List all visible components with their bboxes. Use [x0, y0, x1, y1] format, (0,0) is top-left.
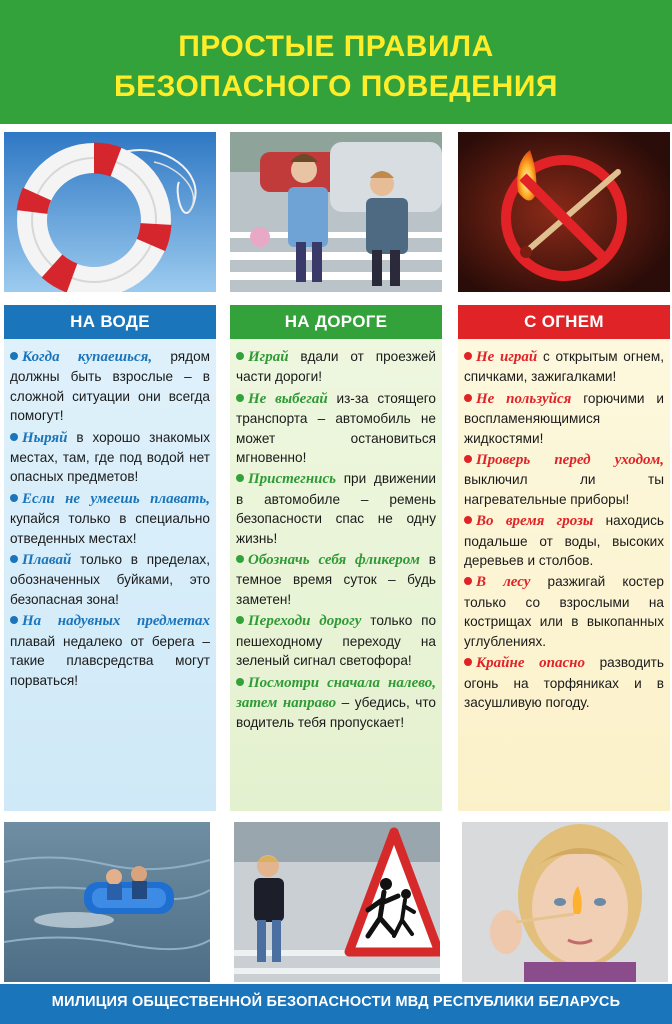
bullet-icon [236, 616, 244, 624]
rule-item [236, 550, 436, 609]
rule-text: выключил ли ты нагревательные приборы! [464, 472, 664, 507]
rule-text: только в пределах, обозначенных буйками, это безопасная зона! [10, 552, 210, 607]
rule-emphasis: Во время грозы [476, 513, 594, 530]
rule-emphasis: Переходи дорогу [248, 613, 362, 630]
rule-emphasis: На надувных предметах [22, 613, 210, 630]
rule-emphasis: Крайне опасно [476, 655, 585, 672]
bullet-icon [10, 352, 18, 360]
bullet-icon [236, 555, 244, 563]
rule-emphasis: Проверь перед уходом, [476, 452, 664, 469]
bullet-icon [10, 555, 18, 563]
rule-item [10, 489, 210, 548]
bullet-icon [10, 494, 18, 502]
rule-emphasis: Обозначь себя фликером [248, 552, 420, 569]
rule-text: плавай недалеко от берега – такие плавсредства могут порваться! [10, 633, 210, 688]
bullet-icon [10, 616, 18, 624]
rule-text: рядом должны быть взрослые – в сложной ситуации они всегда помогут! [10, 349, 210, 424]
rule-text: находись подальше от воды, высоких деревьев и столбов. [464, 513, 665, 569]
rules-panel-water [4, 339, 216, 811]
rule-text: в темное время суток – будь заметен! [236, 552, 436, 607]
rule-emphasis: Играй [248, 349, 289, 365]
rule-text: купайся только в специально отведенных местах! [10, 511, 210, 546]
rule-item [10, 550, 210, 609]
rule-text: в хорошо знакомых местах, там, где под водой нет опасных предметов! [10, 429, 210, 485]
bullet-icon [236, 352, 244, 360]
rule-text: – убедись, что водитель тебя пропускает! [236, 694, 436, 731]
lifebuoy-illustration [4, 132, 216, 292]
rule-text: только по пешеходному переходу на зеленый сигнал светофора! [236, 613, 437, 669]
bullet-icon [236, 394, 244, 402]
rule-emphasis: Посмотри сначала налево, затем направо [236, 674, 436, 711]
section-title-fire: С ОГНЕМ [458, 305, 670, 339]
rule-text: с открытым огнем, спичками, зажигалками! [464, 349, 664, 385]
bullet-icon [464, 516, 472, 524]
rule-emphasis: Не выбегай [248, 390, 328, 407]
rule-item [464, 347, 664, 387]
no-matches-sign-illustration [458, 132, 670, 292]
rule-emphasis: Пристегнись [248, 471, 337, 488]
rule-text: вдали от проезжей части дороги! [236, 349, 436, 385]
rule-text: разводить огонь на торфяниках и в засушливую погоду. [464, 655, 664, 710]
rule-emphasis: Ныряй [22, 429, 68, 446]
rule-item [464, 450, 664, 509]
poster-title-line-2: БЕЗОПАСНОГО ПОВЕДЕНИЯ [114, 70, 558, 103]
rule-item [236, 469, 436, 548]
rule-text: при движении в автомобиле – ремень безопасности спас не одну жизнь! [236, 471, 436, 546]
bullet-icon [236, 474, 244, 482]
rule-item [10, 347, 210, 426]
section-title-road: НА ДОРОГЕ [230, 305, 442, 339]
rule-item [10, 428, 210, 487]
section-title-water: НА ВОДЕ [4, 305, 216, 339]
footer-organization: МИЛИЦИЯ ОБЩЕСТВЕННОЙ БЕЗОПАСНОСТИ МВД РЕСПУБЛИКИ БЕЛАРУСЬ [51, 994, 621, 1010]
poster-header [0, 0, 672, 124]
rule-item [236, 347, 436, 387]
bullet-icon [464, 455, 472, 463]
rule-item [236, 673, 436, 733]
rule-emphasis: В лесу [476, 574, 531, 591]
bullet-icon [464, 658, 472, 666]
rules-panel-road [230, 339, 442, 811]
bullet-icon [464, 394, 472, 402]
rule-emphasis: Когда купаешься, [22, 349, 153, 365]
rule-item [236, 389, 436, 468]
child-and-warning-sign-photo [234, 822, 440, 982]
poster-title-line-1: ПРОСТЫЕ ПРАВИЛА [178, 30, 494, 63]
rule-emphasis: Не пользуйся [476, 390, 572, 407]
bullet-icon [236, 678, 244, 686]
rule-emphasis: Не играй [476, 349, 538, 365]
rule-item [464, 511, 664, 570]
rule-item [464, 653, 664, 712]
rule-text: горючими и воспламеняющимися жидкостями! [464, 390, 664, 446]
rule-emphasis: Если не умеешь плавать, [22, 490, 210, 507]
rule-item [464, 389, 664, 448]
bullet-icon [464, 352, 472, 360]
rules-panel-fire [458, 339, 670, 811]
rule-text: разжигай костер только со взрослыми на кострищах или в выкопанных углублениях. [464, 574, 664, 649]
children-on-inflatable-photo [4, 822, 210, 982]
rule-item [464, 572, 664, 651]
children-crossing-road-photo [230, 132, 442, 292]
bullet-icon [464, 577, 472, 585]
rule-text: из-за стоящего транспорта – автомобиль не может остановиться мгновенно! [236, 390, 436, 466]
girl-with-match-photo [462, 822, 668, 982]
bullet-icon [10, 433, 18, 441]
rule-emphasis: Плавай [22, 552, 72, 569]
rule-item [236, 611, 436, 670]
poster-footer [0, 984, 672, 1024]
rule-item [10, 611, 210, 690]
